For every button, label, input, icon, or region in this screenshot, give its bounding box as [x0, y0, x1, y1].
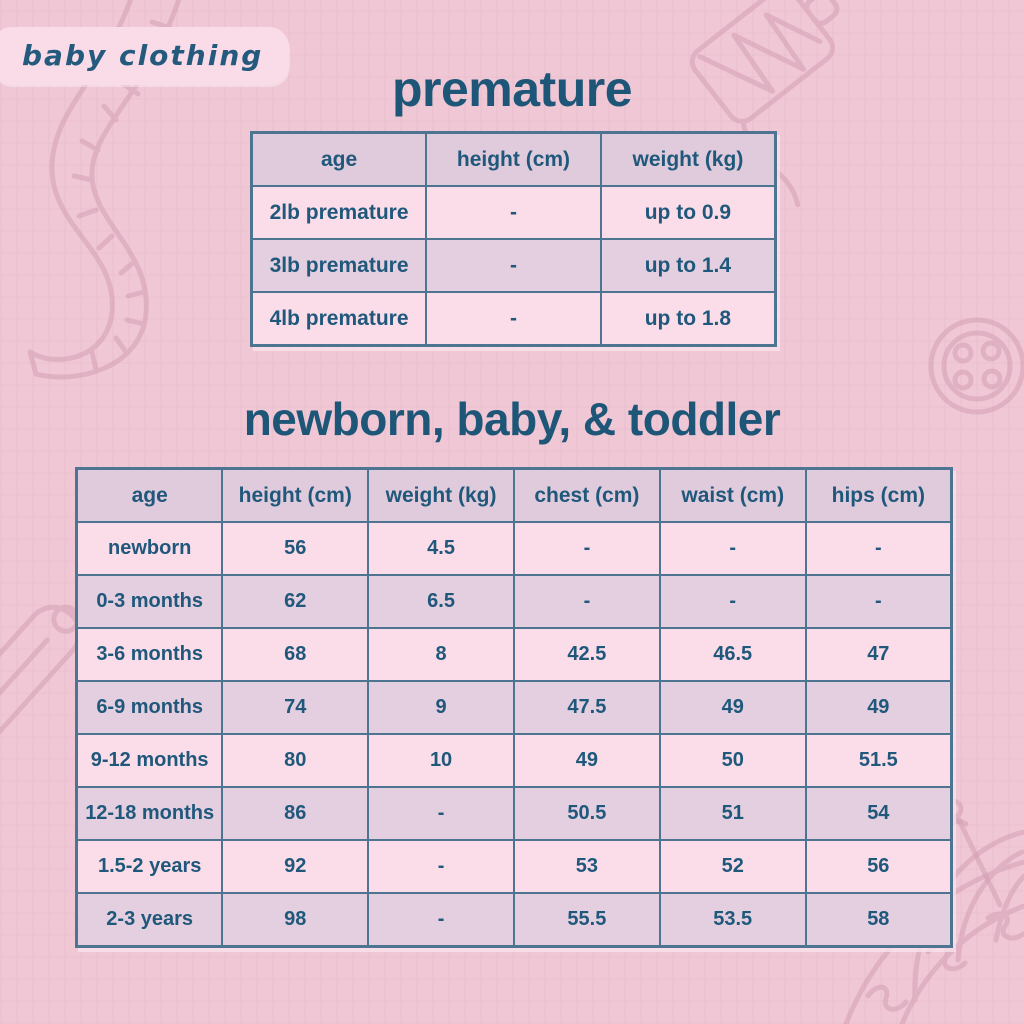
table-cell: -	[806, 575, 952, 628]
toddler-section-title: newborn, baby, & toddler	[243, 393, 781, 445]
table-cell: 53.5	[660, 893, 806, 947]
table-cell: 49	[660, 681, 806, 734]
table-cell: 46.5	[660, 628, 806, 681]
column-header: age	[77, 469, 223, 523]
table-cell: 50.5	[514, 787, 660, 840]
table-cell: 2lb premature	[252, 186, 427, 239]
premature-section-title: premature	[391, 61, 633, 117]
table-cell: -	[426, 186, 601, 239]
table-cell: 62	[222, 575, 368, 628]
table-cell: 49	[514, 734, 660, 787]
table-cell: -	[426, 239, 601, 292]
table-cell: 9-12 months	[77, 734, 223, 787]
table-cell: -	[426, 292, 601, 346]
table-cell: 42.5	[514, 628, 660, 681]
table-cell: 4.5	[368, 522, 514, 575]
column-header: chest (cm)	[514, 469, 660, 523]
table-row	[252, 292, 776, 346]
table-cell: up to 0.9	[601, 186, 776, 239]
table-cell: 52	[660, 840, 806, 893]
table-cell: 47.5	[514, 681, 660, 734]
table-cell: 12-18 months	[77, 787, 223, 840]
table-cell: 74	[222, 681, 368, 734]
table-cell: 6-9 months	[77, 681, 223, 734]
table-cell: 8	[368, 628, 514, 681]
column-header: hips (cm)	[806, 469, 952, 523]
table-cell: newborn	[77, 522, 223, 575]
table-cell: 6.5	[368, 575, 514, 628]
table-row	[77, 840, 952, 893]
table-cell: 58	[806, 893, 952, 947]
column-header: height (cm)	[222, 469, 368, 523]
table-cell: 51.5	[806, 734, 952, 787]
table-cell: 53	[514, 840, 660, 893]
column-header: waist (cm)	[660, 469, 806, 523]
table-cell: 86	[222, 787, 368, 840]
header-row	[77, 469, 952, 523]
table-cell: 55.5	[514, 893, 660, 947]
table-cell: -	[514, 522, 660, 575]
table-cell: up to 1.8	[601, 292, 776, 346]
table-cell: 51	[660, 787, 806, 840]
column-header: height (cm)	[426, 133, 601, 187]
table-cell: -	[514, 575, 660, 628]
table-cell: -	[806, 522, 952, 575]
table-row	[77, 681, 952, 734]
table-cell: up to 1.4	[601, 239, 776, 292]
table-row	[77, 734, 952, 787]
table-row	[77, 522, 952, 575]
table-cell: 68	[222, 628, 368, 681]
table-cell: 9	[368, 681, 514, 734]
table-cell: 3lb premature	[252, 239, 427, 292]
header-row	[252, 133, 776, 187]
table-cell: -	[660, 522, 806, 575]
table-cell: 2-3 years	[77, 893, 223, 947]
table-row	[77, 893, 952, 947]
column-header: weight (kg)	[601, 133, 776, 187]
table-cell: 56	[222, 522, 368, 575]
table-cell: 56	[806, 840, 952, 893]
pin-icon	[945, 801, 1000, 905]
column-header: age	[252, 133, 427, 187]
table-cell: 10	[368, 734, 514, 787]
table-cell: -	[368, 787, 514, 840]
table-row	[77, 628, 952, 681]
table-cell: 4lb premature	[252, 292, 427, 346]
table-cell: 49	[806, 681, 952, 734]
table-cell: 0-3 months	[77, 575, 223, 628]
table-cell: 98	[222, 893, 368, 947]
table-cell: 54	[806, 787, 952, 840]
badge-label: baby clothing	[22, 38, 264, 72]
table-cell: 92	[222, 840, 368, 893]
toddler-size-table	[75, 467, 953, 948]
table-cell: 50	[660, 734, 806, 787]
premature-size-table	[250, 131, 777, 347]
table-cell: 1.5-2 years	[77, 840, 223, 893]
table-cell: -	[368, 840, 514, 893]
column-header: weight (kg)	[368, 469, 514, 523]
table-row	[252, 186, 776, 239]
table-cell: -	[368, 893, 514, 947]
table-row	[77, 787, 952, 840]
table-cell: 3-6 months	[77, 628, 223, 681]
table-row	[77, 575, 952, 628]
table-cell: 80	[222, 734, 368, 787]
table-cell: 47	[806, 628, 952, 681]
table-cell: -	[660, 575, 806, 628]
table-row	[252, 239, 776, 292]
